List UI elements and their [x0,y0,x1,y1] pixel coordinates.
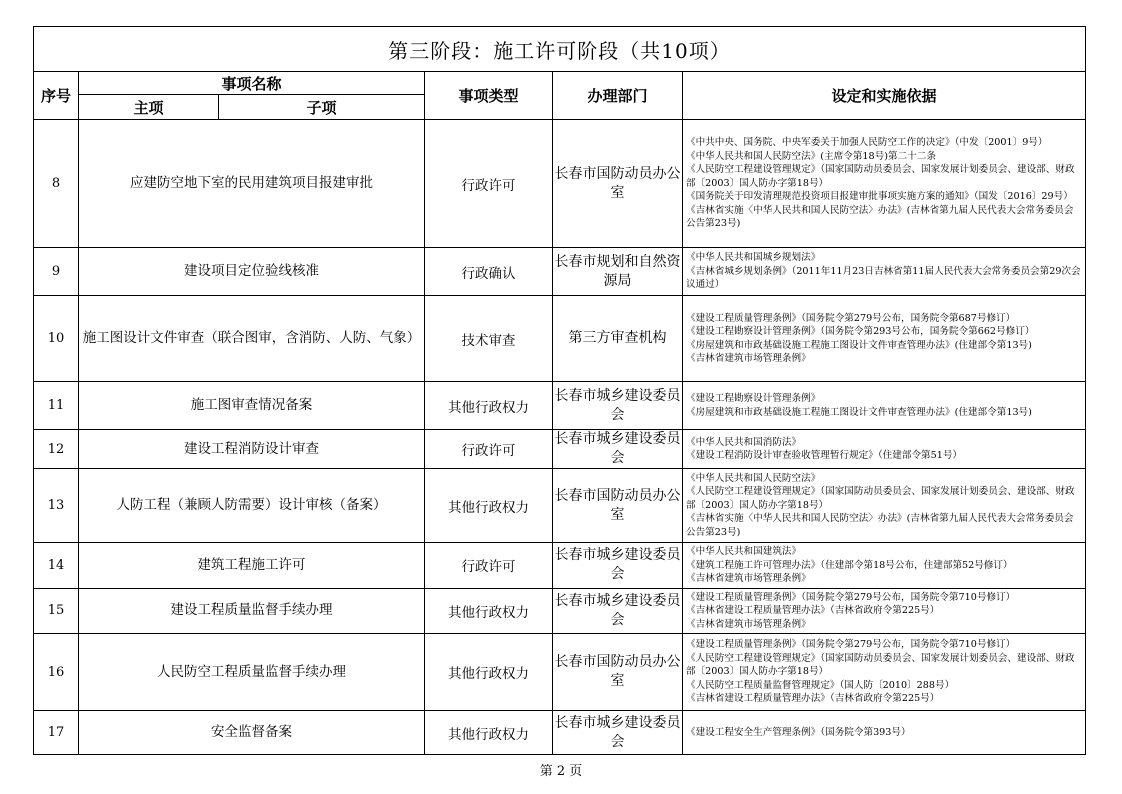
basis-cell [683,543,1086,589]
row-number: 13 [34,469,79,543]
basis-cell [683,430,1086,469]
basis-line: 《人民防空工程建设管理规定》（国家国防动员委员会、国家发展计划委员会、建设部、财政部〔2003〕国人防办字第18号） [686,652,1075,678]
basis-line: 《建设工程勘察设计管理条例》（国务院令第293号公布，国务院令第662号修订） [686,326,1035,337]
header-row [34,72,1086,95]
item-name: 施工图设计文件审查（联合图审，含消防、人防、气象） [79,296,425,382]
table-title: 第三阶段：施工许可阶段（共10项） [34,27,1086,72]
basis-line: 《建筑工程施工许可管理办法》（住建部令第18号公布，住建部第52号修订） [686,559,1013,571]
basis-line: 《吉林省建筑市场管理条例》 [686,573,811,584]
row-number: 17 [34,711,79,755]
basis-line: 《中华人民共和国人民防空法》 [686,472,821,484]
basis-line: 《建设工程勘察设计管理条例》 [686,393,821,404]
table-row [34,382,1086,430]
row-number: 15 [34,588,79,634]
table-row [34,634,1086,711]
department: 长春市城乡建设委员会 [553,430,683,469]
row-number: 14 [34,543,79,589]
header-item-name: 事项名称 [79,72,425,95]
basis-cell [683,248,1086,296]
basis-line: 《建设工程质量管理条例》（国务院令第279号公布，国务院令第710号修订） [686,591,1016,603]
basis-line: 《建设工程安全生产管理条例》（国务院令第393号） [686,726,911,738]
permit-stage-table [33,26,1086,755]
header-sub-item: 子项 [219,95,425,120]
item-name: 安全监督备案 [79,711,425,755]
header-basis: 设定和实施依据 [683,72,1086,120]
header-main-item: 主项 [79,95,219,120]
basis-line: 《人民防空工程质量监督管理规定》（国人防〔2010〕288号） [686,679,955,691]
basis-line: 《中华人民共和国建筑法》 [686,546,802,557]
item-type: 技术审查 [425,296,553,382]
department: 长春市国防动员办公室 [553,120,683,248]
item-name: 建设项目定位验线核准 [79,248,425,296]
basis-line: 《房屋建筑和市政基础设施工程施工图设计文件审查管理办法》(住建部令第13号) [686,339,1032,351]
row-number: 11 [34,382,79,430]
item-name: 人防工程（兼顾人防需要）设计审核（备案） [79,469,425,543]
basis-line: 《吉林省建筑市场管理条例》 [686,353,811,364]
department: 长春市规划和自然资源局 [553,248,683,296]
item-type: 其他行政权力 [425,382,553,430]
row-number: 8 [34,120,79,248]
basis-cell [683,469,1086,543]
row-number: 9 [34,248,79,296]
basis-line: 《中共中央、国务院、中央军委关于加强人民防空工作的决定》（中发〔2001〕9号） [686,137,1048,149]
basis-line: 《建设工程质量管理条例》（国务院令第279号公布，国务院令第710号修订） [686,639,1016,651]
item-name: 建设工程消防设计审查 [79,430,425,469]
header-item-type: 事项类型 [425,72,553,120]
item-name: 施工图审查情况备案 [79,382,425,430]
department: 长春市城乡建设委员会 [553,711,683,755]
row-number: 16 [34,634,79,711]
department: 长春市国防动员办公室 [553,634,683,711]
basis-line: 《中华人民共和国消防法》 [686,436,802,448]
basis-cell [683,634,1086,711]
table-row [34,469,1086,543]
title-row [34,27,1086,72]
row-number: 10 [34,296,79,382]
table-row [34,711,1086,755]
item-type: 其他行政权力 [425,469,553,543]
row-number: 12 [34,430,79,469]
department: 第三方审查机构 [553,296,683,382]
basis-line: 《建设工程质量管理条例》（国务院令第279号公布，国务院令第687号修订） [686,312,1016,324]
item-name: 建筑工程施工许可 [79,543,425,589]
basis-line: 《吉林省实施〈中华人民共和国人民防空法〉办法》(吉林省第九届人民代表大会常务委员会公告第23号) [686,204,1074,230]
basis-line: 《吉林省建设工程质量管理办法》（吉林省政府令第225号） [686,693,940,705]
department: 长春市城乡建设委员会 [553,588,683,634]
basis-line: 《人民防空工程建设管理规定》（国家国防动员委员会、国家发展计划委员会、建设部、财政部〔2003〕国人防办字第18号） [686,164,1075,189]
page-number: 第 2 页 [539,764,583,779]
item-name: 应建防空地下室的民用建筑项目报建审批 [79,120,425,248]
table-row [34,248,1086,296]
basis-line: 《国务院关于印发清理规范投资项目报建审批事项实施方案的通知》（国发〔2016〕29号） [686,191,1073,203]
table-row [34,120,1086,248]
basis-cell [683,296,1086,382]
item-name: 建设工程质量监督手续办理 [79,588,425,634]
item-name: 人民防空工程质量监督手续办理 [79,634,425,711]
department: 长春市国防动员办公室 [553,469,683,543]
department: 长春市城乡建设委员会 [553,382,683,430]
basis-line: 《建设工程消防设计审查验收管理暂行规定》（住建部令第51号） [686,450,963,461]
basis-cell [683,382,1086,430]
basis-cell [683,711,1086,755]
department: 长春市城乡建设委员会 [553,543,683,589]
table-row [34,296,1086,382]
item-type: 其他行政权力 [425,711,553,755]
item-type: 行政许可 [425,120,553,248]
item-type: 行政许可 [425,543,553,589]
basis-cell [683,588,1086,634]
basis-line: 《吉林省实施〈中华人民共和国人民防空法〉办法》(吉林省第九届人民代表大会常务委员会公告第23号) [686,513,1074,538]
basis-line: 《吉林省城乡规划条例》（2011年11月23日吉林省第11届人民代表大会常务委员会第29次会议通过） [686,265,1081,291]
basis-line: 《吉林省建筑市场管理条例》 [686,618,811,630]
basis-line: 《中华人民共和国城乡规划法》 [686,252,821,264]
header-seq: 序号 [34,72,79,120]
item-type: 其他行政权力 [425,588,553,634]
basis-line: 《吉林省建设工程质量管理办法》（吉林省政府令第225号） [686,605,940,616]
table-row [34,588,1086,634]
table-row [34,430,1086,469]
header-department: 办理部门 [553,72,683,120]
item-type: 行政确认 [425,248,553,296]
basis-line: 《中华人民共和国人民防空法》(主席令第18号)第二十二条 [686,150,936,162]
item-type: 行政许可 [425,430,553,469]
table-row [34,543,1086,589]
basis-cell [683,120,1086,248]
basis-line: 《房屋建筑和市政基础设施工程施工图设计文件审查管理办法》(住建部令第13号) [686,406,1032,418]
item-type: 其他行政权力 [425,634,553,711]
basis-line: 《人民防空工程建设管理规定》（国家国防动员委员会、国家发展计划委员会、建设部、财政部〔2003〕国人防办字第18号） [686,486,1075,511]
